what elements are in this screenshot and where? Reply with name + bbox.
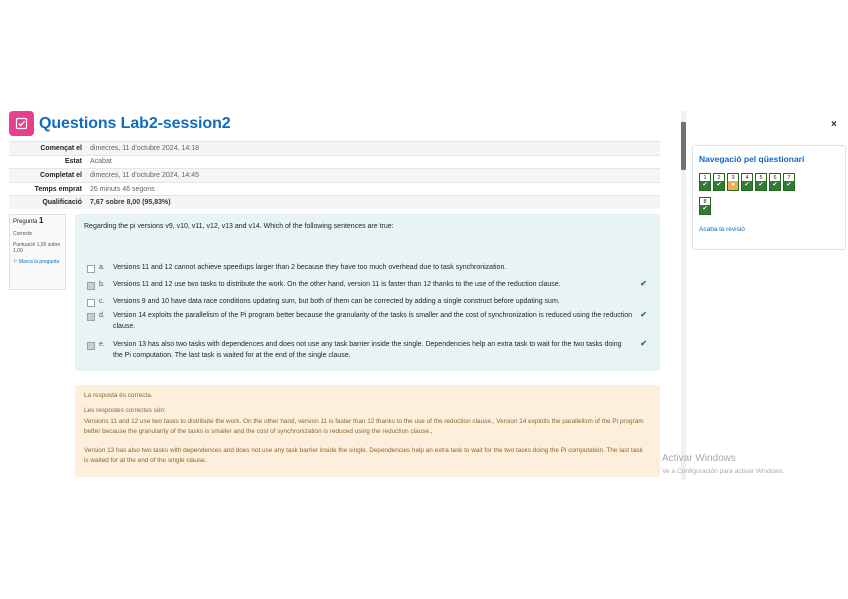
answer-option-e (87, 341, 647, 361)
flag-question-link[interactable] (13, 259, 62, 265)
flag-label: Marca la pregunta (18, 259, 60, 265)
close-drawer-button[interactable]: × (831, 119, 837, 130)
answer-checkbox[interactable] (87, 299, 95, 307)
correct-answers-text: Versions 11 and 12 use two tasks to distribute the work. On the other hand, version 11 is faster than 12 thanks to the use of the reduction clause., Version 14 exploits the parallelism of the Pi program better because the granularity of the tasks is smaller and the cost of synchronization is reduced using the reduction clause., (84, 418, 644, 435)
quiz-nav-button-3[interactable] (727, 173, 739, 191)
quiz-nav-button-2[interactable] (713, 173, 725, 191)
check-icon: ✔ (770, 181, 780, 190)
quiz-nav-number: 8 (703, 199, 707, 205)
quiz-nav-number: 3 (731, 175, 735, 181)
quiz-nav-number: 4 (745, 175, 749, 181)
answer-letter: d. (99, 312, 105, 319)
question-prefix: Pregunta (13, 219, 38, 225)
question-info (9, 214, 66, 290)
correct-answers-heading: Les respostes correctes són: (84, 407, 166, 414)
quiz-nav-number: 7 (787, 175, 791, 181)
quiz-nav-number: 6 (773, 175, 777, 181)
feedback-status: La resposta és correcta. (84, 392, 153, 399)
question-feedback (75, 385, 660, 477)
correct-check-icon: ✔ (640, 279, 647, 288)
quiz-navigation-title: Navegació pel qüestionari (699, 154, 805, 164)
check-icon: ✔ (700, 181, 710, 190)
summary-label: Estat (9, 155, 86, 169)
quiz-nav-button-5[interactable] (755, 173, 767, 191)
question-points: Puntuació 1,00 sobre 1,00 (13, 242, 61, 254)
summary-row (9, 155, 660, 169)
summary-row (9, 169, 660, 183)
summary-row (9, 182, 660, 196)
answer-option-c (87, 298, 647, 307)
check-icon: ✔ (742, 181, 752, 190)
summary-value: Acabat (86, 155, 660, 169)
answer-letter: c. (99, 298, 105, 305)
check-icon: ✔ (700, 205, 710, 214)
answer-letter: b. (99, 281, 105, 288)
quiz-navigation-block (692, 145, 846, 250)
answer-option-b (87, 281, 647, 290)
summary-label: Qualificació (9, 196, 86, 209)
answer-letter: e. (99, 341, 105, 348)
page-header (9, 111, 231, 136)
question-number-value: 1 (39, 216, 44, 225)
summary-label: Temps emprat (9, 182, 86, 196)
answer-text: Version 14 exploits the parallelism of the Pi program better because the granularity of the tasks is smaller and the cost of synchronization is reduced using the reduction clause. (113, 312, 633, 330)
quiz-nav-number: 2 (717, 175, 721, 181)
summary-row (9, 196, 660, 209)
answer-checkbox[interactable] (87, 342, 95, 350)
windows-activation-title: Activar Windows (662, 453, 736, 464)
answer-text: Versions 11 and 12 cannot achieve speedups larger than 2 because they have too much overhead due to task synchronization. (113, 264, 507, 271)
check-icon: ✔ (714, 181, 724, 190)
answer-checkbox[interactable] (87, 282, 95, 290)
question-text: Regarding the pi versions v9, v10, v11, v12, v13 and v14. Which of the following sentences are true: (84, 223, 394, 230)
grade-value: 7,67 sobre 8,00 (95,83%) (86, 196, 660, 209)
summary-value: dimecres, 11 d'octubre 2024, 14:45 (86, 169, 660, 183)
flag-icon: ⚐ (13, 259, 18, 265)
summary-row (9, 142, 660, 156)
quiz-nav-button-8[interactable] (699, 197, 711, 215)
windows-activation-subtitle: Ve a Configuración para activar Windows. (662, 468, 785, 475)
question-number (13, 218, 62, 225)
quiz-icon (9, 111, 34, 136)
correct-answers-text: Version 13 has also two tasks with dependences and does not use any task barrier inside the single. Dependencies help an extra task to wait for the two tasks doing the Pi computation. The last task is waited for at the end of the single clause. (84, 447, 643, 464)
quiz-nav-number: 1 (703, 175, 707, 181)
answer-option-a (87, 264, 647, 273)
answer-option-d (87, 312, 647, 332)
answer-checkbox[interactable] (87, 265, 95, 273)
partial-icon: ● (728, 181, 738, 190)
attempt-summary-table (9, 141, 660, 209)
page-title: Questions Lab2-session2 (39, 114, 231, 132)
answer-text: Version 13 has also two tasks with dependences and does not use any task barrier inside the single. Dependencies help an extra task to wait for the two tasks doing the Pi computation. The last task is waited for at the end of the single clause. (113, 341, 622, 359)
answer-text: Versions 11 and 12 use two tasks to distribute the work. On the other hand, version 11 is faster than 12 thanks to the use of the reduction clause. (113, 281, 561, 288)
correct-check-icon: ✔ (640, 310, 647, 319)
quiz-nav-button-4[interactable] (741, 173, 753, 191)
quiz-nav-button-7[interactable] (783, 173, 795, 191)
question-state: Correcte (13, 231, 33, 237)
answer-text: Versions 9 and 10 have data race conditions updating sum, but both of them can be corrected by adding a single construct before updating sum. (113, 298, 560, 305)
check-icon: ✔ (784, 181, 794, 190)
quiz-nav-number: 5 (759, 175, 763, 181)
finish-review-link[interactable]: Acaba la revisió (699, 226, 745, 233)
summary-label: Començat el (9, 142, 86, 156)
summary-value: 26 minuts 46 segons (86, 182, 660, 196)
quiz-nav-button-1[interactable] (699, 173, 711, 191)
correct-check-icon: ✔ (640, 339, 647, 348)
summary-value: dimecres, 11 d'octubre 2024, 14:18 (86, 142, 660, 156)
scrollbar-thumb[interactable] (681, 122, 686, 170)
answer-letter: a. (99, 264, 105, 271)
quiz-nav-button-6[interactable] (769, 173, 781, 191)
check-icon: ✔ (756, 181, 766, 190)
question-formulation (75, 214, 660, 371)
summary-label: Completat el (9, 169, 86, 183)
answer-checkbox[interactable] (87, 313, 95, 321)
